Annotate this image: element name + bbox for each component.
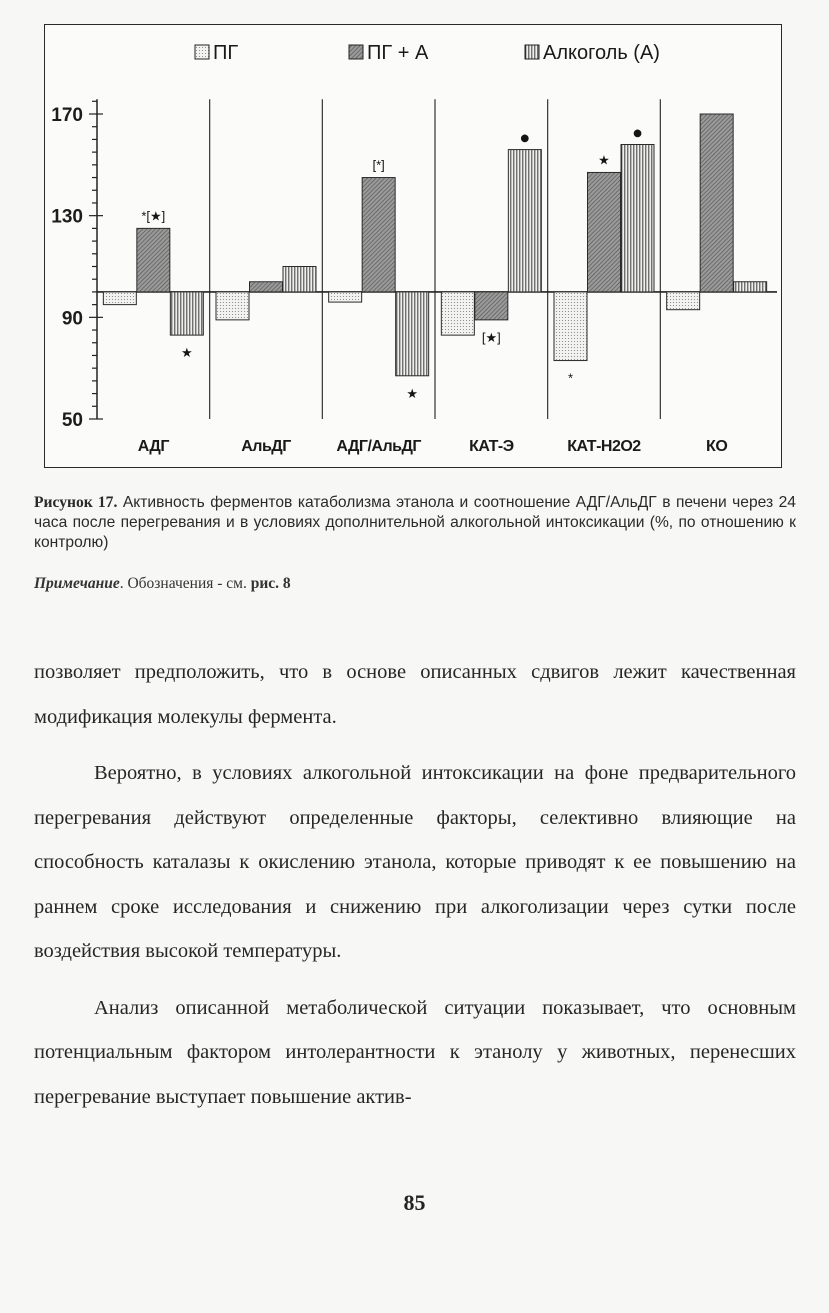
bar	[700, 114, 733, 292]
significance-marker: ★	[598, 152, 610, 168]
bar	[329, 292, 362, 302]
bar-chart	[45, 25, 780, 466]
y-tick-label: 50	[61, 410, 83, 431]
bar	[621, 145, 654, 292]
note-ref: рис. 8	[250, 575, 291, 592]
significance-marker: ●	[519, 127, 531, 148]
y-tick-label: 130	[51, 206, 83, 228]
significance-marker: *	[567, 370, 574, 386]
category-label: АДГ/АльДГ	[336, 438, 421, 455]
category-label: АльДГ	[241, 438, 291, 455]
caption-text: Активность ферментов катаболизма этанола и соотношение АДГ/АльДГ в печени через 24 часа после перегревания и в условиях дополнительной алкогольной интоксикации (%, по отношению к контролю)	[34, 494, 796, 551]
legend-label: ПГ	[213, 42, 239, 64]
y-tick-label: 90	[61, 308, 83, 330]
significance-marker: ●	[632, 122, 643, 143]
bar	[396, 292, 429, 376]
bar	[508, 150, 541, 292]
bar	[441, 292, 474, 335]
bar	[475, 292, 508, 320]
significance-marker: *[★]	[141, 208, 166, 224]
significance-marker: ★	[181, 345, 193, 361]
bar	[588, 172, 621, 291]
note-text: . Обозначения - см.	[119, 575, 251, 592]
legend-swatch	[349, 45, 363, 59]
significance-marker: ★	[406, 385, 418, 401]
figure-caption	[34, 493, 796, 553]
bar	[283, 267, 316, 292]
bar	[667, 292, 700, 310]
legend-label: ПГ + А	[367, 42, 429, 64]
body-text	[34, 650, 796, 1131]
legend-label: Алкоголь (А)	[543, 42, 660, 64]
bar	[170, 292, 203, 335]
bar	[362, 178, 395, 292]
bar	[734, 282, 767, 292]
category-label: КАТ-Э	[469, 438, 514, 455]
chart-frame	[44, 24, 782, 468]
significance-marker: [*]	[372, 157, 385, 173]
category-label: АДГ	[137, 438, 169, 455]
bar	[103, 292, 136, 305]
note-label: Примечание	[34, 575, 120, 592]
page-number: 85	[403, 1190, 426, 1215]
paragraph: Вероятно, в условиях алкогольной интоксикации на фоне предварительного перегревания действуют определенные факторы, селективно влияющие на способность каталазы к окислению этанола, которые приводят к ее повышению на раннем сроке исследования и снижению при алкоголизации через сутки после воздействия высокой температуры.	[34, 762, 796, 962]
bar	[554, 292, 587, 361]
caption-label: Рисунок 17.	[34, 494, 118, 511]
paragraph: Анализ описанной метаболической ситуации показывает, что основным потенциальным фактором интолерантности к этанолу у животных, перенесших перегревание выступает повышение актив-	[34, 996, 796, 1108]
category-label: КО	[706, 438, 728, 455]
figure-note	[34, 575, 796, 593]
bar	[137, 228, 170, 292]
legend-swatch	[525, 45, 539, 59]
legend-swatch	[195, 45, 209, 59]
bar	[250, 282, 283, 292]
paragraph: позволяет предположить, что в основе описанных сдвигов лежит качественная модификация молекулы фермента.	[34, 661, 796, 728]
significance-marker: [★]	[481, 329, 501, 345]
y-tick-label: 170	[51, 105, 83, 126]
category-label: КАТ-H2O2	[567, 438, 641, 455]
bar	[216, 292, 249, 320]
